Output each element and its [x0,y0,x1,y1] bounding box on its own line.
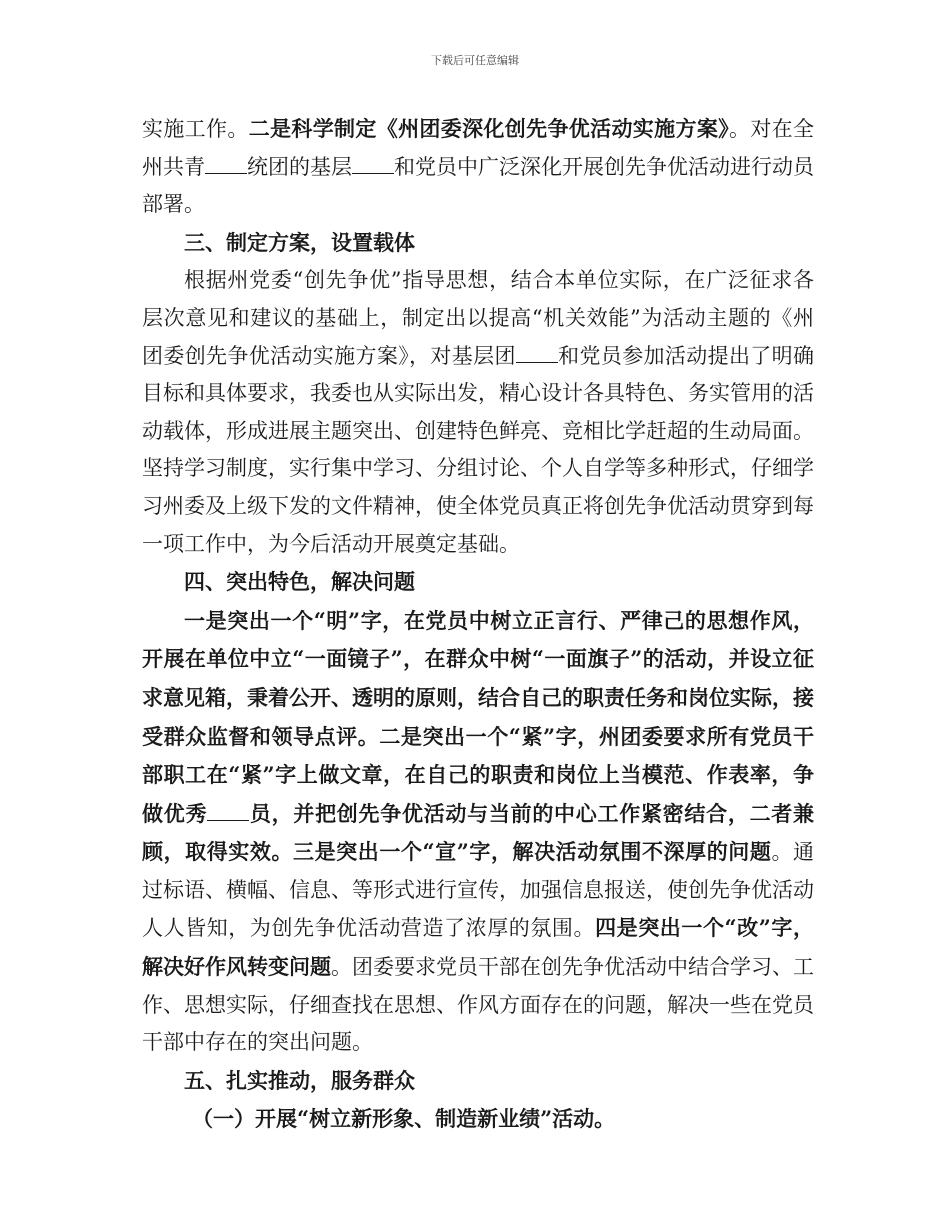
document-body [142,110,814,1139]
fill-blank [207,800,249,821]
bold-text-run: 二是科学制定《州团委深化创先争优活动实施方案》 [248,116,729,141]
text-run: 。团委要求党员干部在创先争优活动中结合学习、工作、思想实际，仔细查找在思想、作风方面存在的问题，解决一些在党员干部中存在的突出问题。 [142,955,814,1055]
paragraph [142,262,814,563]
section-heading: 五、扎实推动，服务群众 [184,1067,415,1093]
subsection-heading: （一）开展“树立新形象、制造新业绩”活动。 [192,1106,616,1132]
fill-blank [352,153,394,174]
text-run: 和党员中广泛深化开展创先争优活动进行动员部署。 [142,154,814,217]
bold-text-run: 员，并把创先争优活动与当前的中心工作紧密结合，二者兼顾，取得实效。三是突出一个“宣”字，解决活动氛围不深厚的问题 [142,800,815,865]
text-run: 和党员参加活动提出了明确目标和具体要求，我委也从实际出发，精心设计各具特色、务实管用的活动载体，形成进展主题突出、创建特色鲜亮、竞相比学赶超的生动局面。坚持学习制度，实行集中学习、分组讨论、个人自学等多种形式，仔细学习州委及上级下发的文件精神，使全体党员真正将创先争优活动贯穿到每一项工作中，为今后活动开展奠定基础。 [142,343,815,556]
paragraph [142,602,814,1062]
text-run: 实施工作。 [142,117,249,141]
text-run: 。通过标语、横幅、信息、等形式进行宣传，加强信息报送，使创先争优活动人人皆知，为创先争优活动营造了浓厚的氛围。 [142,840,815,941]
fill-blank [516,342,558,363]
page-header: 下载后可任意编辑 [431,54,519,67]
text-run: 根据州党委“创先争优”指导思想，结合本单位实际，在广泛征求各层次意见和建议的基础上，制定出以提高“机关效能”为活动主题的《州团委创先争优活动实施方案》，对基层团 [142,268,814,368]
section-heading: 三、制定方案，设置载体 [184,229,415,255]
paragraph [142,110,814,224]
bold-text-run: 四是突出一个“改”字，解决好作风转变问题 [142,915,814,980]
text-run: 统团的基层 [247,154,352,179]
section-heading: 四、突出特色，解决问题 [184,569,415,595]
fill-blank [205,153,247,174]
bold-text-run: 一是突出一个“明”字，在党员中树立正言行、严律己的思想作风，开展在单位中立“一面镜子”，在群众中树“一面旗子”的活动，并设立征求意见箱，秉着公开、透明的原则，结合自己的职责任务和岗位实际，接受群众监督和领导点评。二是突出一个“紧”字，州团委要求所有党员干部职工在“紧”字上做文章，在自己的职责和岗位上当模范、作表率，争做优秀 [142,607,814,826]
text-run: 。对在全州共青 [142,117,815,179]
